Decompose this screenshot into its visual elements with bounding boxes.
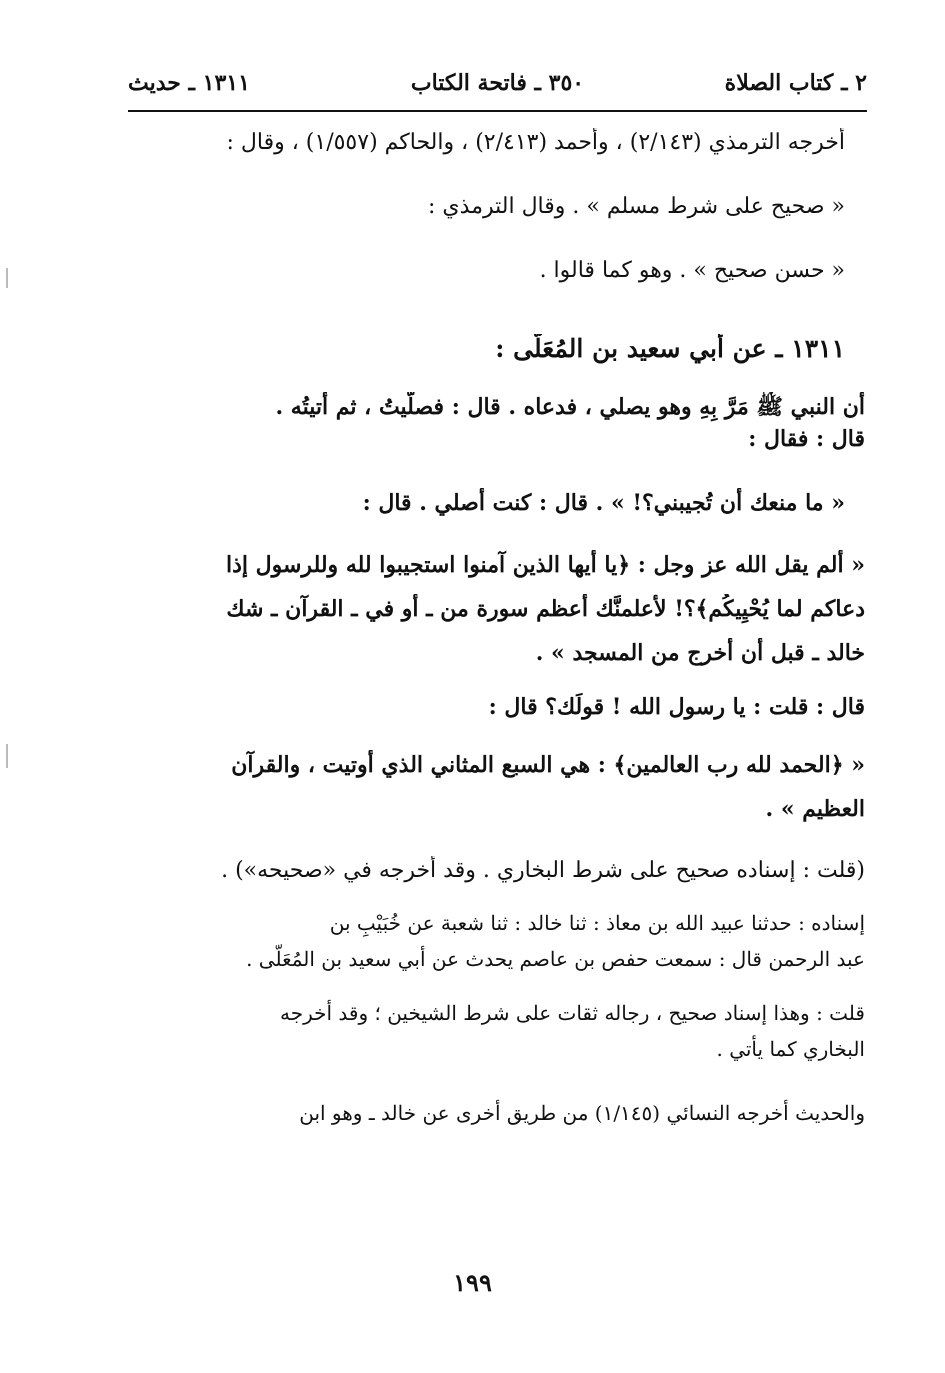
page-body	[132, 126, 865, 1128]
hadith-title: ١٣١١ ـ عن أبي سعيد بن المُعَلَّى :	[495, 334, 845, 363]
text-line: « ما منعك أن تُجيبني؟! » . قال : كنت أصلي . قال :	[362, 490, 845, 516]
header-section: ٣٥٠ ـ فاتحة الكتاب	[410, 70, 585, 96]
header-hadith-number: ١٣١١ ـ حديث	[128, 70, 250, 96]
text-line: البخاري كما يأتي .	[716, 1037, 865, 1061]
isnad-line: عبد الرحمن قال : سمعت حفص بن عاصم يحدث عن أبي سعيد بن المُعَلَّى .	[246, 947, 865, 971]
text-line: قال : قلت : يا رسول الله ! قولَك؟ قال :	[488, 694, 865, 720]
running-header	[128, 70, 867, 110]
scan-edge-mark	[6, 744, 8, 768]
text-line: « حسن صحيح » . وهو كما قالوا .	[539, 258, 845, 283]
text-line: « ﴿الحمد لله رب العالمين﴾ : هي السبع المثاني الذي أوتيت ، والقرآن	[231, 752, 865, 778]
text-line: « ألم يقل الله عز وجل : ﴿يا أيها الذين آمنوا استجيبوا لله وللرسول إذا	[225, 552, 865, 578]
scan-edge-mark	[6, 268, 8, 288]
verdict-line: (قلت : إسناده صحيح على شرط البخاري . وقد أخرجه في «صحيحه») .	[221, 858, 865, 883]
text-line: العظيم » .	[765, 796, 865, 822]
text-line: دعاكم لما يُحْيِيكُم﴾؟! لأعلمنَّك أعظم سورة من ـ أو في ـ القرآن ـ شك	[226, 596, 865, 622]
isnad-line: إسناده : حدثنا عبيد الله بن معاذ : ثنا خالد : ثنا شعبة عن خُبَيْبِ بن	[329, 911, 865, 935]
text-line: قلت : وهذا إسناد صحيح ، رجاله ثقات على شرط الشيخين ؛ وقد أخرجه	[280, 1001, 865, 1025]
text-line: أن النبي ﷺ مَرَّ بِهِ وهو يصلي ، فدعاه . قال : فصلَّيتُ ، ثم أتيتُه .	[275, 394, 865, 420]
text-line: « صحيح على شرط مسلم » . وقال الترمذي :	[428, 194, 845, 219]
text-line: أخرجه الترمذي (٢/١٤٣) ، وأحمد (٢/٤١٣) ، والحاكم (١/٥٥٧) ، وقال :	[226, 130, 845, 155]
header-rule	[128, 110, 867, 112]
page-number: ١٩٩	[453, 1268, 492, 1297]
text-line: والحديث أخرجه النسائي (١/١٤٥) من طريق أخرى عن خالد ـ وهو ابن	[299, 1101, 865, 1125]
header-chapter: ٢ ـ كتاب الصلاة	[724, 70, 867, 96]
text-line: قال : فقال :	[748, 426, 865, 452]
text-line: خالد ـ قبل أن أخرج من المسجد » .	[535, 640, 865, 666]
